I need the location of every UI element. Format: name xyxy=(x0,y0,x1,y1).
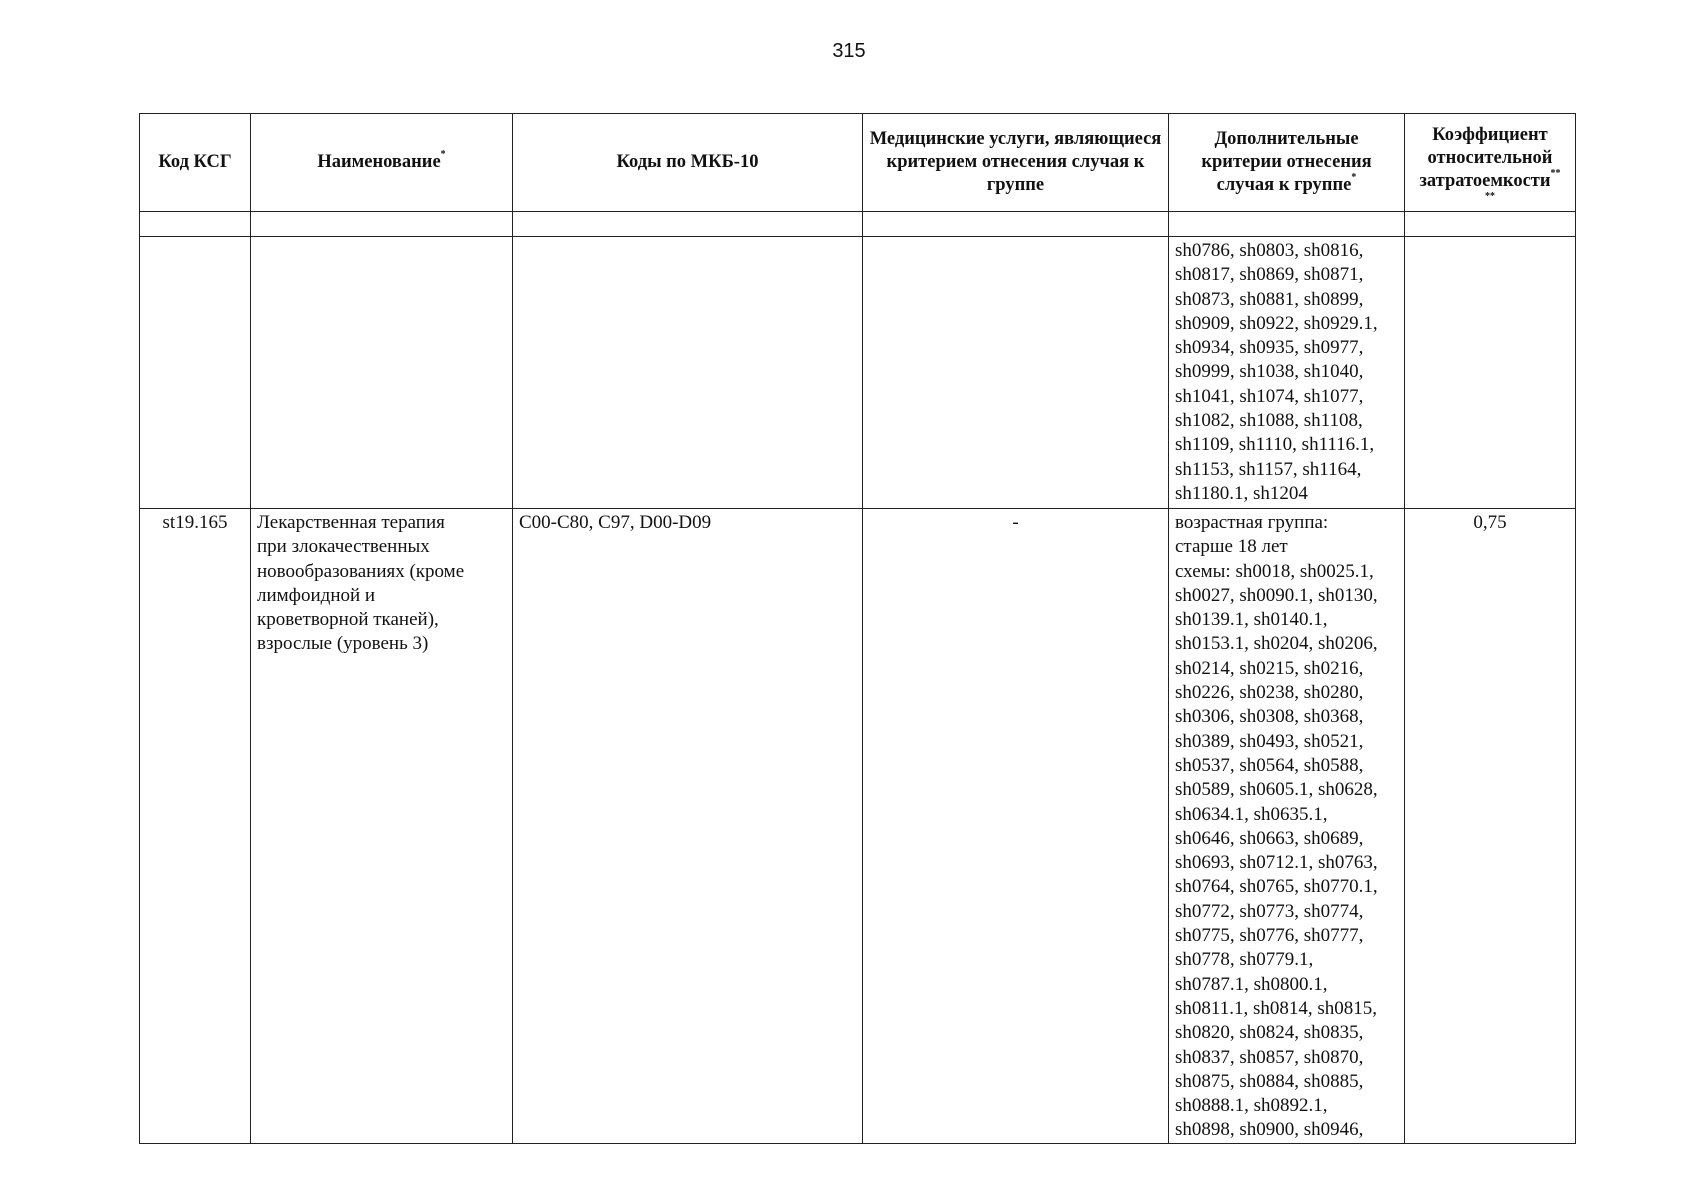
header-name-mark: * xyxy=(440,149,446,160)
row-coef-cell: 0,75 xyxy=(1405,509,1576,1144)
header-code: Код КСГ xyxy=(140,114,251,212)
page-number: 315 xyxy=(832,40,866,62)
ksg-table xyxy=(139,113,1576,1144)
continued-criteria-cell: sh0786, sh0803, sh0816, sh0817, sh0869, sh0871, sh0873, sh0881, sh0899, sh0909, sh0922, sh0929.1, sh0934, sh0935, sh0977, sh0999, sh1038, sh1040, sh1041, sh1074, sh1077, sh1082, sh1088, sh1108, sh1109, sh1110, sh1116.1, sh1153, sh1157, sh1164, sh1180.1, sh1204 xyxy=(1169,237,1405,509)
header-name: Наименование* xyxy=(251,114,513,212)
table-row-continued xyxy=(140,237,1576,509)
header-coef-mark-2: ** xyxy=(1485,191,1495,202)
header-services: Медицинские услуги, являющиеся критерием отнесения случая к группе xyxy=(863,114,1169,212)
header-criteria-mark: * xyxy=(1351,172,1357,183)
table-spacer-row xyxy=(140,212,1576,237)
table-header-row xyxy=(140,114,1576,212)
header-coef: Коэффициент относительной затратоемкости** ** xyxy=(1405,114,1576,212)
row-services-cell: - xyxy=(863,509,1169,1144)
row-name-cell: Лекарственная терапия при злокачественных новообразованиях (кроме лимфоидной и кроветворной тканей), взрослые (уровень 3) xyxy=(251,509,513,1144)
header-criteria: Дополнительные критерии отнесения случая к группе* xyxy=(1169,114,1405,212)
table-row xyxy=(140,509,1576,1144)
row-criteria-cell: возрастная группа: старше 18 лет схемы: sh0018, sh0025.1, sh0027, sh0090.1, sh0130, sh0139.1, sh0140.1, sh0153.1, sh0204, sh0206, sh0214, sh0215, sh0216, sh0226, sh0238, sh0280, sh0306, sh0308, sh0368, sh0389, sh0493, sh0521, sh0537, sh0564, sh0588, sh0589, sh0605.1, sh0628, sh0634.1, sh0635.1, sh0646, sh0663, sh0689, sh0693, sh0712.1, sh0763, sh0764, sh0765, sh0770.1, sh0772, sh0773, sh0774, sh0775, sh0776, sh0777, sh0778, sh0779.1, sh0787.1, sh0800.1, sh0811.1, sh0814, sh0815, sh0820, sh0824, sh0835, sh0837, sh0857, sh0870, sh0875, sh0884, sh0885, sh0888.1, sh0892.1, sh0898, sh0900, sh0946, xyxy=(1169,509,1405,1144)
row-icd-cell: C00-C80, C97, D00-D09 xyxy=(513,509,863,1144)
row-code-cell: st19.165 xyxy=(140,509,251,1144)
header-coef-mark: ** xyxy=(1550,168,1561,179)
header-icd: Коды по МКБ-10 xyxy=(513,114,863,212)
